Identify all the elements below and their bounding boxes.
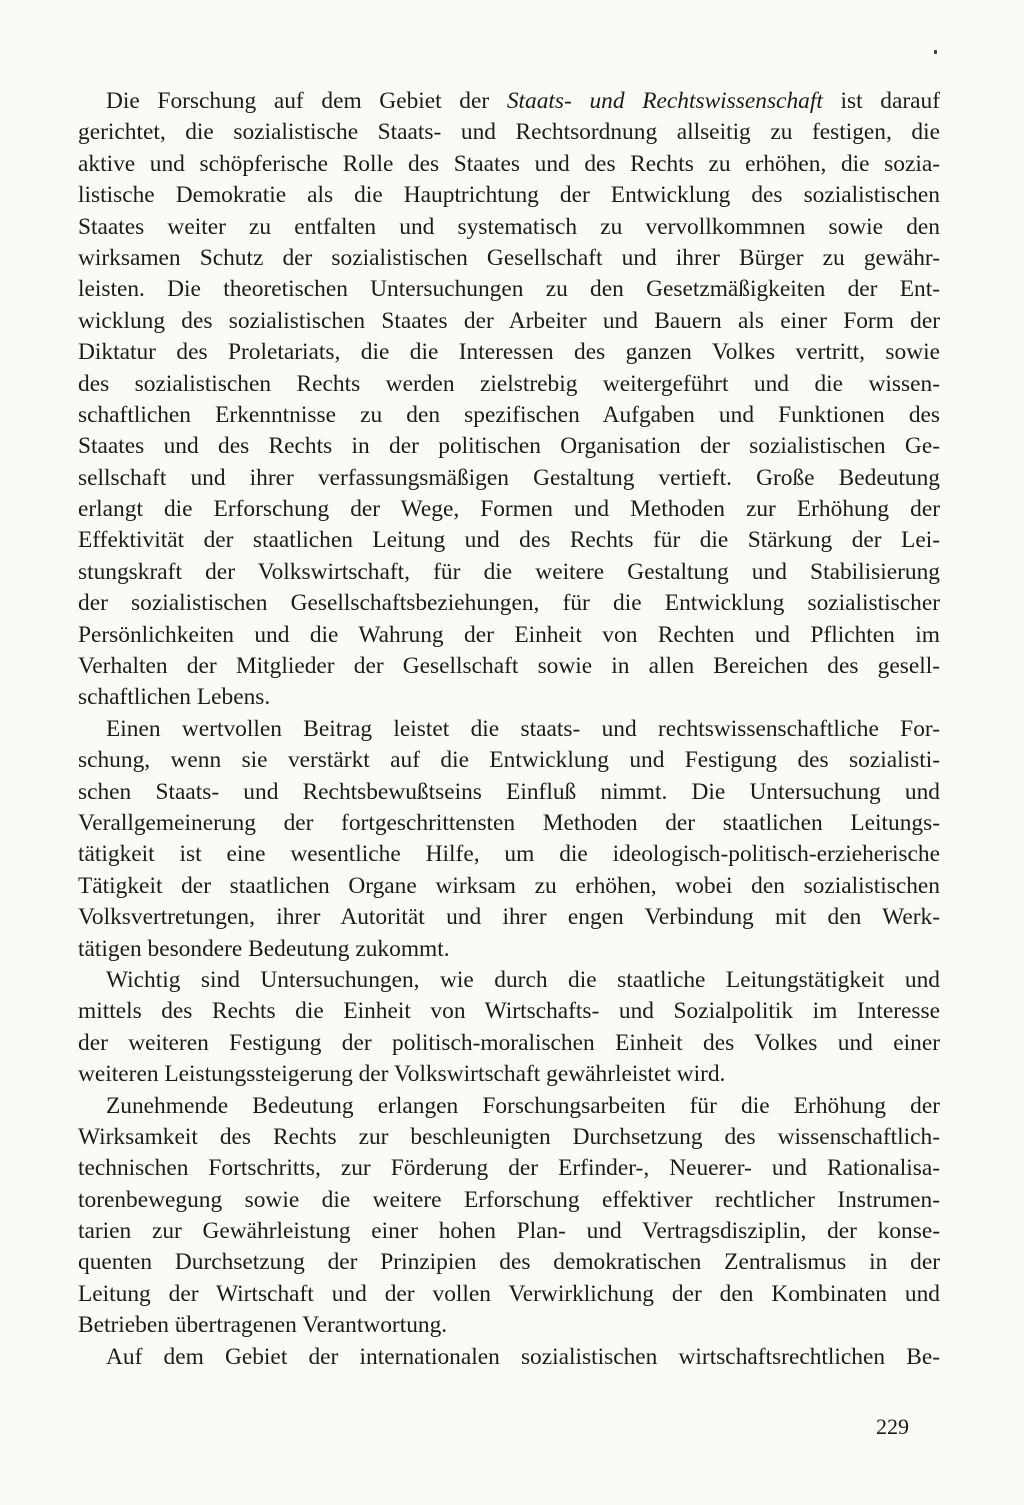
text-line: sellschaft und ihrer verfassungsmäßigen Gestaltung vertieft. Große Bedeutung <box>78 464 940 491</box>
paragraph <box>78 86 940 714</box>
text-line: torenbewegung sowie die weitere Erforschung effektiver rechtlicher Instrumen- <box>78 1186 940 1213</box>
text-line: Staates weiter zu entfalten und systematisch zu vervollkommnen sowie den <box>78 213 940 240</box>
text-line: quenten Durchsetzung der Prinzipien des demokratischen Zentralismus in der <box>78 1249 940 1276</box>
text-line: stungskraft der Volkswirtschaft, für die weitere Gestaltung und Stabilisierung <box>78 558 940 585</box>
text-line: wicklung des sozialistischen Staates der Arbeiter und Bauern als einer Form der <box>78 307 940 334</box>
text-line: wirksamen Schutz der sozialistischen Gesellschaft und ihrer Bürger zu gewähr- <box>78 244 940 271</box>
text-line: schung, wenn sie verstärkt auf die Entwicklung und Festigung des sozialisti- <box>78 747 940 774</box>
paragraph <box>78 1091 940 1342</box>
text-line: des sozialistischen Rechts werden zielstrebig weitergeführt und die wissen- <box>78 370 940 397</box>
text-line: mittels des Rechts die Einheit von Wirtschafts- und Sozialpolitik im Interesse <box>78 998 940 1025</box>
text-line: Diktatur des Proletariats, die die Interessen des ganzen Volkes vertritt, sowie <box>78 339 940 366</box>
paragraph <box>78 965 940 1091</box>
text-line: aktive und schöpferische Rolle des Staates und des Rechts zu erhöhen, die sozia- <box>78 150 940 177</box>
text-line: schaftlichen Erkenntnisse zu den spezifischen Aufgaben und Funktionen des <box>78 401 940 428</box>
text-segment: ist darauf <box>822 88 940 114</box>
text-line: weiteren Leistungssteigerung der Volkswirtschaft gewährleistet wird. <box>78 1061 726 1088</box>
text-line: Persönlichkeiten und die Wahrung der Einheit von Rechten und Pflichten im <box>78 621 940 648</box>
text-line: tätigkeit ist eine wesentliche Hilfe, um die ideologisch-politisch-erzieherische <box>78 841 940 868</box>
text-line: Einen wertvollen Beitrag leistet die staats- und rechtswissenschaftliche For- <box>106 715 940 742</box>
paragraph <box>78 714 940 965</box>
text-line: Staates und des Rechts in der politischen Organisation der sozialistischen Ge- <box>78 433 940 460</box>
text-line: Effektivität der staatlichen Leitung und des Rechts für die Stärkung der Lei- <box>78 527 940 554</box>
body-text <box>78 86 940 1373</box>
text-line <box>78 86 940 117</box>
emphasized-term: Staats- und Rechtswissenschaft <box>506 88 823 114</box>
text-line: gerichtet, die sozialistische Staats- und Rechtsordnung allseitig zu festigen, die <box>78 119 940 146</box>
text-line: tätigen besondere Bedeutung zukommt. <box>78 935 450 962</box>
text-line: listische Demokratie als die Hauptrichtung der Entwicklung des sozialistischen <box>78 182 940 209</box>
scan-speck <box>934 50 937 54</box>
text-line: Leitung der Wirtschaft und der vollen Verwirklichung der den Kombinaten und <box>78 1280 940 1307</box>
text-line: schaftlichen Lebens. <box>78 684 271 711</box>
text-line: Auf dem Gebiet der internationalen sozialistischen wirtschaftsrechtlichen Be- <box>106 1343 940 1370</box>
text-line: Tätigkeit der staatlichen Organe wirksam zu erhöhen, wobei den sozialistischen <box>78 872 940 899</box>
text-line: Verallgemeinerung der fortgeschrittensten Methoden der staatlichen Leitungs- <box>78 809 940 836</box>
text-line: schen Staats- und Rechtsbewußtseins Einfluß nimmt. Die Untersuchung und <box>78 778 940 805</box>
text-line: Volksvertretungen, ihrer Autorität und ihrer engen Verbindung mit den Werk- <box>78 904 940 931</box>
text-line: leisten. Die theoretischen Untersuchungen zu den Gesetzmäßigkeiten der Ent- <box>78 276 940 303</box>
text-line: Zunehmende Bedeutung erlangen Forschungsarbeiten für die Erhöhung der <box>106 1092 940 1119</box>
text-line: der weiteren Festigung der politisch-moralischen Einheit des Volkes und einer <box>78 1029 940 1056</box>
text-line: Wichtig sind Untersuchungen, wie durch die staatliche Leitungstätigkeit und <box>106 966 940 993</box>
paragraph <box>78 1342 940 1373</box>
text-line: technischen Fortschritts, zur Förderung der Erfinder-, Neuerer- und Rationalisa- <box>78 1155 940 1182</box>
text-line: der sozialistischen Gesellschaftsbeziehungen, für die Entwicklung sozialistischer <box>78 590 940 617</box>
text-line: Verhalten der Mitglieder der Gesellschaft sowie in allen Bereichen des gesell- <box>78 653 940 680</box>
text-segment: Die Forschung auf dem Gebiet der <box>106 88 507 114</box>
text-line: Wirksamkeit des Rechts zur beschleunigten Durchsetzung des wissenschaftlich- <box>78 1123 940 1150</box>
text-line: erlangt die Erforschung der Wege, Formen und Methoden zur Erhöhung der <box>78 496 940 523</box>
page-number: 229 <box>876 1414 909 1439</box>
text-line: tarien zur Gewährleistung einer hohen Plan- und Vertragsdisziplin, der konse- <box>78 1218 940 1245</box>
text-line: Betrieben übertragenen Verantwortung. <box>78 1312 448 1339</box>
